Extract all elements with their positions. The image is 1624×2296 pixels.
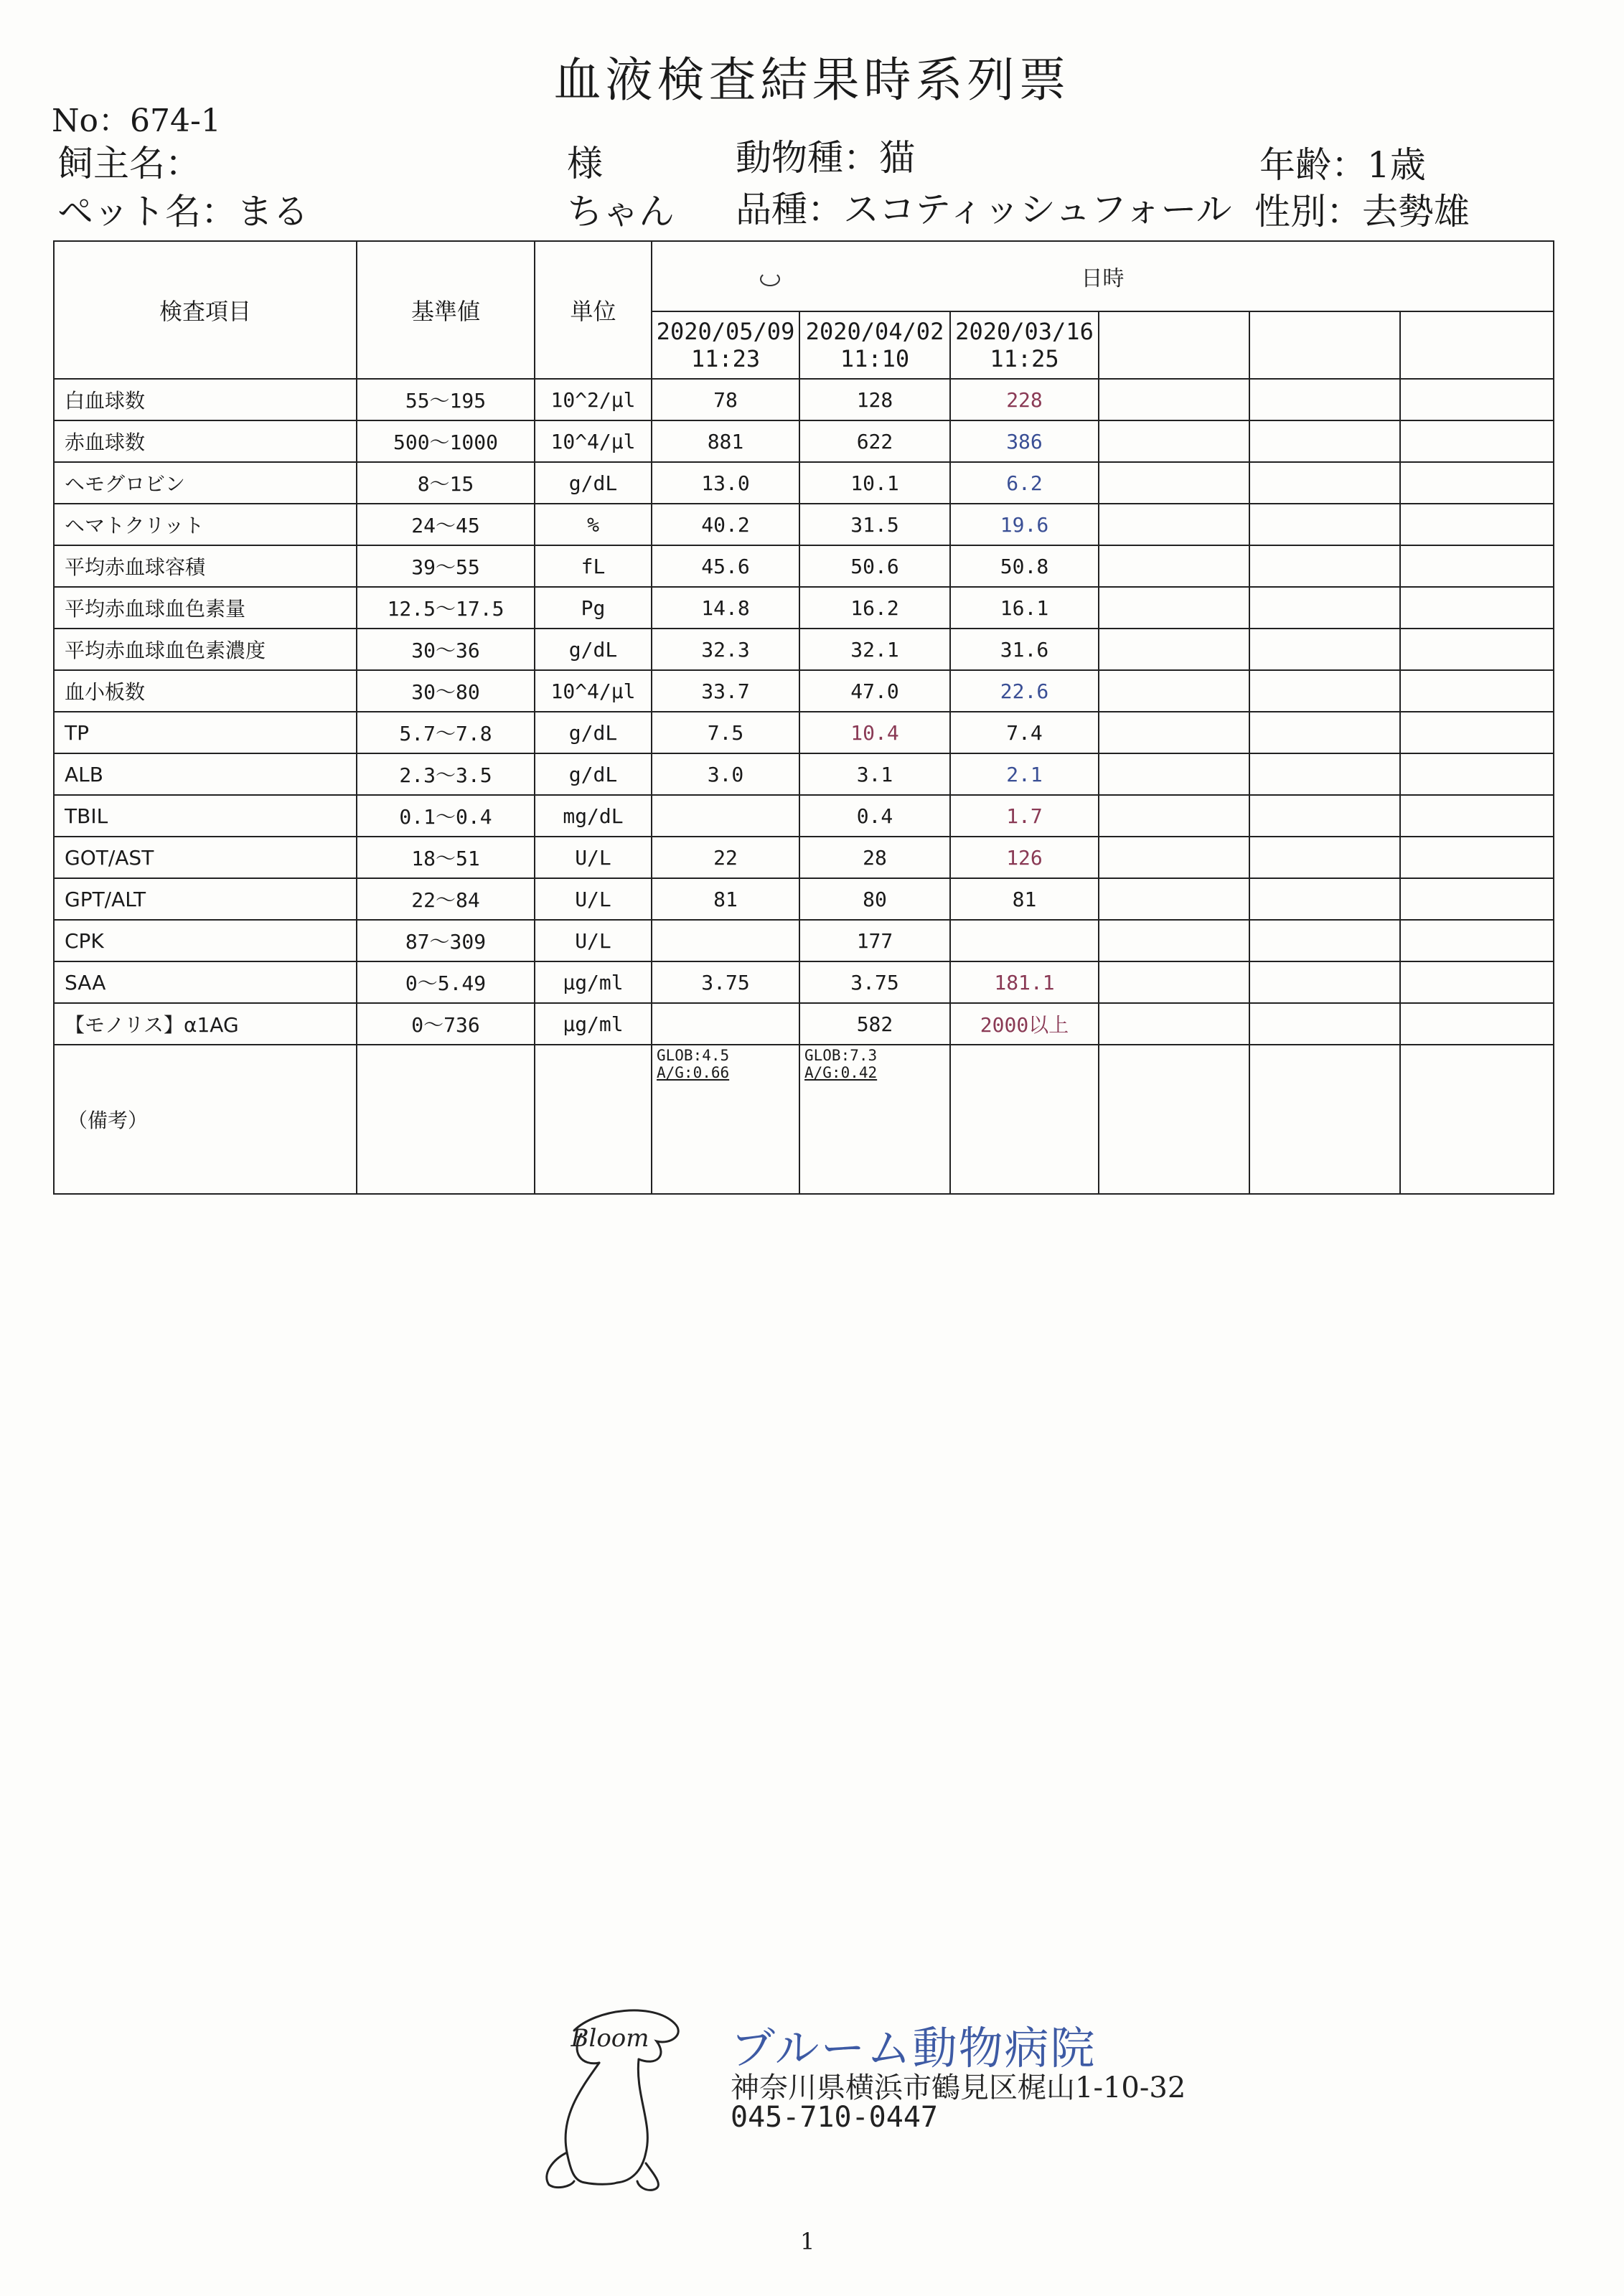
test-item-name: ALB xyxy=(54,753,357,795)
result-value-2: 3.75 xyxy=(799,961,950,1003)
unit: g/dL xyxy=(535,712,652,753)
result-value-3: 126 xyxy=(950,837,1099,878)
unit: μg/ml xyxy=(535,961,652,1003)
reference-range: 30〜36 xyxy=(357,629,535,670)
result-value-2: 32.1 xyxy=(799,629,950,670)
remark-2 xyxy=(799,1045,950,1194)
test-item-name: GPT/ALT xyxy=(54,878,357,920)
result-value-2: 582 xyxy=(799,1003,950,1045)
empty-cell xyxy=(1400,670,1554,712)
unit: g/dL xyxy=(535,753,652,795)
result-value-2: 622 xyxy=(799,420,950,462)
reference-range: 8〜15 xyxy=(357,462,535,504)
unit: U/L xyxy=(535,837,652,878)
time-value: 11:25 xyxy=(990,345,1059,372)
reference-range: 5.7〜7.8 xyxy=(357,712,535,753)
result-value-3: 7.4 xyxy=(950,712,1099,753)
test-item-name: SAA xyxy=(54,961,357,1003)
date-value: 2020/03/16 xyxy=(955,318,1094,345)
remark-3 xyxy=(950,1045,1099,1194)
unit: U/L xyxy=(535,920,652,961)
empty-cell xyxy=(1099,670,1249,712)
result-value-1: 13.0 xyxy=(652,462,799,504)
result-value-3: 228 xyxy=(950,379,1099,420)
empty-cell xyxy=(1400,920,1554,961)
result-value-2: 128 xyxy=(799,379,950,420)
empty-cell xyxy=(1400,1003,1554,1045)
table-row xyxy=(54,587,1554,629)
unit: 10^4/μl xyxy=(535,670,652,712)
logo-text: Bloom xyxy=(571,2024,649,2053)
unit: μg/ml xyxy=(535,1003,652,1045)
result-value-1: 3.75 xyxy=(652,961,799,1003)
unit: 10^2/μl xyxy=(535,379,652,420)
empty-cell xyxy=(1249,504,1400,545)
remark-2-ag: A/G:0.42 xyxy=(804,1064,878,1081)
test-item-name: 平均赤血球血色素量 xyxy=(54,587,357,629)
table-row xyxy=(54,837,1554,878)
table-row xyxy=(54,795,1554,837)
result-value-1: 3.0 xyxy=(652,753,799,795)
empty-cell xyxy=(1249,753,1400,795)
result-value-2: 10.1 xyxy=(799,462,950,504)
date-column-5 xyxy=(1249,311,1400,379)
result-value-2: 0.4 xyxy=(799,795,950,837)
test-item-name: 平均赤血球血色素濃度 xyxy=(54,629,357,670)
table-row xyxy=(54,712,1554,753)
remarks-empty-ref xyxy=(357,1045,535,1194)
remark-1-ag: A/G:0.66 xyxy=(657,1064,730,1081)
table-row xyxy=(54,670,1554,712)
result-value-1: 40.2 xyxy=(652,504,799,545)
result-value-1: 881 xyxy=(652,420,799,462)
empty-cell xyxy=(1099,712,1249,753)
reference-range: 0〜736 xyxy=(357,1003,535,1045)
empty-cell xyxy=(1249,961,1400,1003)
empty-cell xyxy=(1400,587,1554,629)
table-row xyxy=(54,462,1554,504)
time-value: 11:10 xyxy=(840,345,910,372)
empty-cell xyxy=(1400,712,1554,753)
reference-range: 55〜195 xyxy=(357,379,535,420)
reference-range: 39〜55 xyxy=(357,545,535,587)
result-value-1: 32.3 xyxy=(652,629,799,670)
result-value-2: 16.2 xyxy=(799,587,950,629)
table-row xyxy=(54,878,1554,920)
empty-cell xyxy=(1249,795,1400,837)
test-item-name: TBIL xyxy=(54,795,357,837)
reference-range: 22〜84 xyxy=(357,878,535,920)
remark-4 xyxy=(1099,1045,1249,1194)
result-value-3: 81 xyxy=(950,878,1099,920)
reference-range: 12.5〜17.5 xyxy=(357,587,535,629)
empty-cell xyxy=(1249,587,1400,629)
sex: 性別：去勢雄 xyxy=(1254,191,1470,232)
result-value-1 xyxy=(652,1003,799,1045)
empty-cell xyxy=(1400,837,1554,878)
result-value-2: 3.1 xyxy=(799,753,950,795)
empty-cell xyxy=(1400,462,1554,504)
owner-suffix: 様 xyxy=(567,143,603,184)
empty-cell xyxy=(1099,504,1249,545)
reference-range: 24〜45 xyxy=(357,504,535,545)
test-item-name: 赤血球数 xyxy=(54,420,357,462)
result-value-3: 181.1 xyxy=(950,961,1099,1003)
table-row xyxy=(54,961,1554,1003)
result-value-3: 50.8 xyxy=(950,545,1099,587)
empty-cell xyxy=(1249,712,1400,753)
empty-cell xyxy=(1099,753,1249,795)
table-row xyxy=(54,420,1554,462)
empty-cell xyxy=(1400,753,1554,795)
empty-cell xyxy=(1099,837,1249,878)
empty-cell xyxy=(1249,379,1400,420)
empty-cell xyxy=(1400,961,1554,1003)
remarks-empty-unit xyxy=(535,1045,652,1194)
test-item-name: 平均赤血球容積 xyxy=(54,545,357,587)
page-number: 1 xyxy=(800,2228,815,2255)
document-title: 血液検査結果時系列票 xyxy=(553,52,1071,108)
table-row xyxy=(54,379,1554,420)
result-value-1 xyxy=(652,920,799,961)
empty-cell xyxy=(1400,545,1554,587)
unit: % xyxy=(535,504,652,545)
empty-cell xyxy=(1099,420,1249,462)
unit: g/dL xyxy=(535,462,652,504)
result-value-3 xyxy=(950,920,1099,961)
table-row xyxy=(54,753,1554,795)
time-value: 11:23 xyxy=(690,345,761,372)
result-value-2: 177 xyxy=(799,920,950,961)
empty-cell xyxy=(1099,462,1249,504)
remark-1 xyxy=(652,1045,799,1194)
unit: fL xyxy=(535,545,652,587)
empty-cell xyxy=(1249,629,1400,670)
datetime-label: 日時 xyxy=(1081,266,1125,291)
date-value: 2020/05/09 xyxy=(656,318,795,345)
empty-cell xyxy=(1249,545,1400,587)
remark-5 xyxy=(1249,1045,1400,1194)
test-item-name: CPK xyxy=(54,920,357,961)
result-value-3: 6.2 xyxy=(950,462,1099,504)
reference-range: 87〜309 xyxy=(357,920,535,961)
result-value-3: 2000以上 xyxy=(950,1003,1099,1045)
header-datetime xyxy=(652,241,1554,311)
pet-name: ペット名：まる xyxy=(57,191,309,232)
clinic-address: 神奈川県横浜市鶴見区梶山1-10-32 xyxy=(731,2071,1186,2104)
empty-cell xyxy=(1400,504,1554,545)
table-row xyxy=(54,545,1554,587)
result-value-3: 16.1 xyxy=(950,587,1099,629)
unit: 10^4/μl xyxy=(535,420,652,462)
date-column-1 xyxy=(652,311,799,379)
result-value-2: 10.4 xyxy=(799,712,950,753)
result-value-3: 1.7 xyxy=(950,795,1099,837)
species: 動物種：猫 xyxy=(736,137,915,179)
remarks-row xyxy=(54,1045,1554,1194)
remarks-label: （備考） xyxy=(54,1045,357,1194)
clinic-name: ブルーム動物病院 xyxy=(731,2022,1097,2074)
table-row xyxy=(54,920,1554,961)
table-row xyxy=(54,504,1554,545)
result-value-2: 47.0 xyxy=(799,670,950,712)
result-value-1: 81 xyxy=(652,878,799,920)
date-column-6 xyxy=(1400,311,1554,379)
empty-cell xyxy=(1249,670,1400,712)
reference-range: 2.3〜3.5 xyxy=(357,753,535,795)
result-value-2: 50.6 xyxy=(799,545,950,587)
test-item-name: TP xyxy=(54,712,357,753)
reference-range: 0〜5.49 xyxy=(357,961,535,1003)
empty-cell xyxy=(1400,878,1554,920)
result-value-3: 2.1 xyxy=(950,753,1099,795)
header-reference: 基準値 xyxy=(357,241,535,379)
empty-cell xyxy=(1249,878,1400,920)
empty-cell xyxy=(1099,920,1249,961)
empty-cell xyxy=(1249,837,1400,878)
empty-cell xyxy=(1249,420,1400,462)
empty-cell xyxy=(1400,629,1554,670)
date-value: 2020/04/02 xyxy=(805,318,944,345)
reference-range: 500〜1000 xyxy=(357,420,535,462)
age: 年齢：1歳 xyxy=(1259,144,1426,186)
empty-cell xyxy=(1400,795,1554,837)
empty-cell xyxy=(1099,379,1249,420)
reference-range: 0.1〜0.4 xyxy=(357,795,535,837)
header-unit: 単位 xyxy=(535,241,652,379)
date-column-4 xyxy=(1099,311,1249,379)
test-item-name: GOT/AST xyxy=(54,837,357,878)
test-item-name: 白血球数 xyxy=(54,379,357,420)
bloom-dog-logo xyxy=(531,2002,703,2196)
reference-range: 30〜80 xyxy=(357,670,535,712)
empty-cell xyxy=(1249,1003,1400,1045)
result-value-1: 14.8 xyxy=(652,587,799,629)
result-value-1: 33.7 xyxy=(652,670,799,712)
table-row xyxy=(54,629,1554,670)
breed: 品種：スコティッシュフォール xyxy=(736,189,1232,230)
empty-cell xyxy=(1099,629,1249,670)
empty-cell xyxy=(1099,1003,1249,1045)
result-value-2: 80 xyxy=(799,878,950,920)
remark-6 xyxy=(1400,1045,1554,1194)
empty-cell xyxy=(1099,795,1249,837)
date-column-3 xyxy=(950,311,1099,379)
test-item-name: 【モノリス】α1AG xyxy=(54,1003,357,1045)
header-item: 検査項目 xyxy=(54,241,357,379)
clinic-phone: 045-710-0447 xyxy=(731,2101,938,2134)
empty-cell xyxy=(1099,587,1249,629)
result-value-1: 78 xyxy=(652,379,799,420)
result-value-1 xyxy=(652,795,799,837)
test-item-name: 血小板数 xyxy=(54,670,357,712)
unit: Pg xyxy=(535,587,652,629)
unit: mg/dL xyxy=(535,795,652,837)
date-column-2 xyxy=(799,311,950,379)
result-value-3: 19.6 xyxy=(950,504,1099,545)
handwritten-circle-mark xyxy=(760,272,780,286)
table-row xyxy=(54,1003,1554,1045)
empty-cell xyxy=(1400,420,1554,462)
unit: g/dL xyxy=(535,629,652,670)
result-value-1: 22 xyxy=(652,837,799,878)
result-rows xyxy=(54,379,1554,1045)
result-value-3: 31.6 xyxy=(950,629,1099,670)
owner-label: 飼主名： xyxy=(57,143,201,184)
remark-1-glob: GLOB:4.5 xyxy=(657,1047,730,1064)
record-number: No：674-1 xyxy=(52,103,221,139)
blood-test-table xyxy=(53,240,1554,1195)
empty-cell xyxy=(1099,878,1249,920)
result-value-3: 22.6 xyxy=(950,670,1099,712)
test-item-name: ヘモグロビン xyxy=(54,462,357,504)
test-item-name: ヘマトクリット xyxy=(54,504,357,545)
result-value-1: 45.6 xyxy=(652,545,799,587)
empty-cell xyxy=(1099,961,1249,1003)
empty-cell xyxy=(1400,379,1554,420)
result-value-3: 386 xyxy=(950,420,1099,462)
pet-suffix: ちゃん xyxy=(567,191,675,232)
unit: U/L xyxy=(535,878,652,920)
result-value-1: 7.5 xyxy=(652,712,799,753)
result-value-2: 28 xyxy=(799,837,950,878)
remark-2-glob: GLOB:7.3 xyxy=(804,1047,878,1064)
empty-cell xyxy=(1249,462,1400,504)
empty-cell xyxy=(1099,545,1249,587)
empty-cell xyxy=(1249,920,1400,961)
reference-range: 18〜51 xyxy=(357,837,535,878)
result-value-2: 31.5 xyxy=(799,504,950,545)
